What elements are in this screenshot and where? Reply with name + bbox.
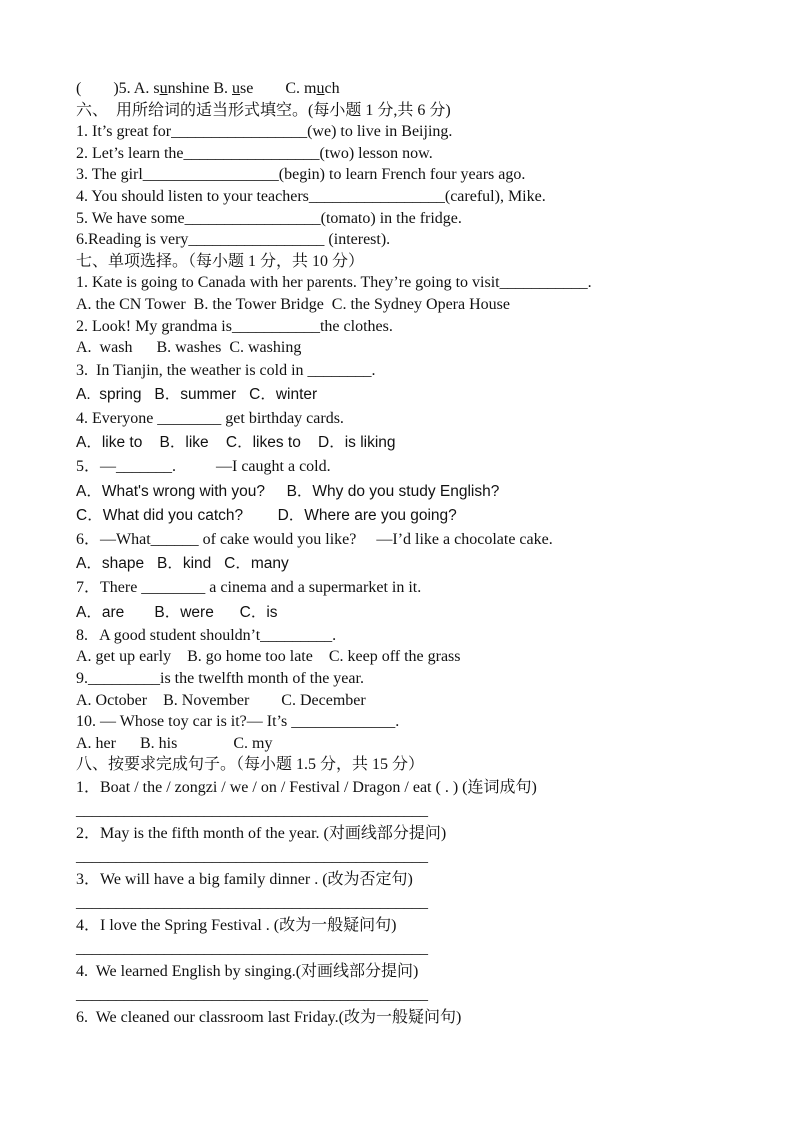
mc-question: 6．—What______ of cake would you like? —I’d like a chocolate cake. <box>76 531 553 549</box>
mc-options: A. the CN Tower B. the Tower Bridge C. the Sydney Opera House <box>76 295 510 313</box>
section-7-heading: 七、单项选择。（每小题 1 分，共 10 分） <box>76 252 365 270</box>
section-6 <box>76 100 716 251</box>
rewrite-question: 3．We will have a big family dinner . (改为否定句) <box>76 870 413 888</box>
mc-question: 1. Kate is going to Canada with her parents. They’re going to visit___________. <box>76 274 592 292</box>
answer-line: ____________________________________________ <box>76 801 428 819</box>
rewrite-question: 6. We cleaned our classroom last Friday.(改为一般疑问句) <box>76 1008 462 1026</box>
answer-line: ____________________________________________ <box>76 893 428 911</box>
mc-question: 10. — Whose toy car is it?— It’s _____________. <box>76 713 400 731</box>
mc-options: A. get up early B. go home too late C. keep off the grass <box>76 648 461 666</box>
section-6-item: 5. We have some_________________(tomato) in the fridge. <box>76 209 462 227</box>
mc-options: C．What did you catch? D．Where are you going? <box>76 506 457 524</box>
q5-c-rest: ch <box>324 80 340 97</box>
mc-question: 7．There ________ a cinema and a supermarket in it. <box>76 579 422 597</box>
section-8-heading: 八、按要求完成句子。（每小题 1.5 分，共 15 分） <box>76 756 425 774</box>
rewrite-question: 1．Boat / the / zongzi / we / on / Festival / Dragon / eat ( . ) (连词成句) <box>76 778 537 796</box>
answer-line: ____________________________________________ <box>76 985 428 1003</box>
q5-b-underlined-letter: u <box>232 80 241 97</box>
rewrite-question: 4. We learned English by singing.(对画线部分提问) <box>76 962 419 980</box>
section-7 <box>76 251 716 755</box>
section-6-item: 4. You should listen to your teachers_________________(careful), Mike. <box>76 187 546 205</box>
mc-options: A．shape B．kind C．many <box>76 555 289 573</box>
mc-question: 9._________is the twelfth month of the year. <box>76 669 364 687</box>
q5-a-rest: nshine B. <box>167 80 233 97</box>
mc-options: A. spring B．summer C．winter <box>76 385 318 403</box>
answer-line: ____________________________________________ <box>76 939 428 957</box>
worksheet-page <box>76 78 716 1030</box>
section-6-item: 3. The girl_________________(begin) to learn French four years ago. <box>76 166 526 184</box>
mc-question: 3. In Tianjin, the weather is cold in ________. <box>76 361 376 379</box>
q5-b-rest: se C. m <box>240 80 317 97</box>
mc-options: A. her B. his C. my <box>76 734 273 752</box>
q5-c-underlined-letter: u <box>316 80 325 97</box>
mc-question: 2. Look! My grandma is___________the clothes. <box>76 317 393 335</box>
mc-question: 8. A good student shouldn’t_________. <box>76 626 337 644</box>
section-6-heading: 六、 用所给词的适当形式填空。(每小题 1 分,共 6 分) <box>76 101 451 119</box>
mc-options: A. wash B. washes C. washing <box>76 339 302 357</box>
section-8 <box>76 754 716 1030</box>
question-5-previous <box>76 78 716 100</box>
mc-options: A．What's wrong with you? B．Why do you study English? <box>76 482 500 500</box>
mc-question: 4. Everyone ________ get birthday cards. <box>76 410 344 428</box>
rewrite-question: 2．May is the fifth month of the year. (对画线部分提问) <box>76 824 447 842</box>
section-6-item: 2. Let’s learn the_________________(two) lesson now. <box>76 144 433 162</box>
rewrite-question: 4．I love the Spring Festival . (改为一般疑问句) <box>76 916 397 934</box>
section-6-item: 6.Reading is very_________________ (interest). <box>76 231 391 249</box>
mc-options: A．like to B．like C．likes to D．is liking <box>76 434 396 452</box>
mc-options: A．are B．were C．is <box>76 603 278 621</box>
answer-line: ____________________________________________ <box>76 847 428 865</box>
section-6-item: 1. It’s great for_________________(we) to live in Beijing. <box>76 123 453 141</box>
q5-bracket-text: ( )5. A. s <box>76 80 160 97</box>
mc-question: 5．—_______. —I caught a cold. <box>76 458 331 476</box>
mc-options: A. October B. November C. December <box>76 691 366 709</box>
q5-a-underlined-letter: u <box>159 80 168 97</box>
